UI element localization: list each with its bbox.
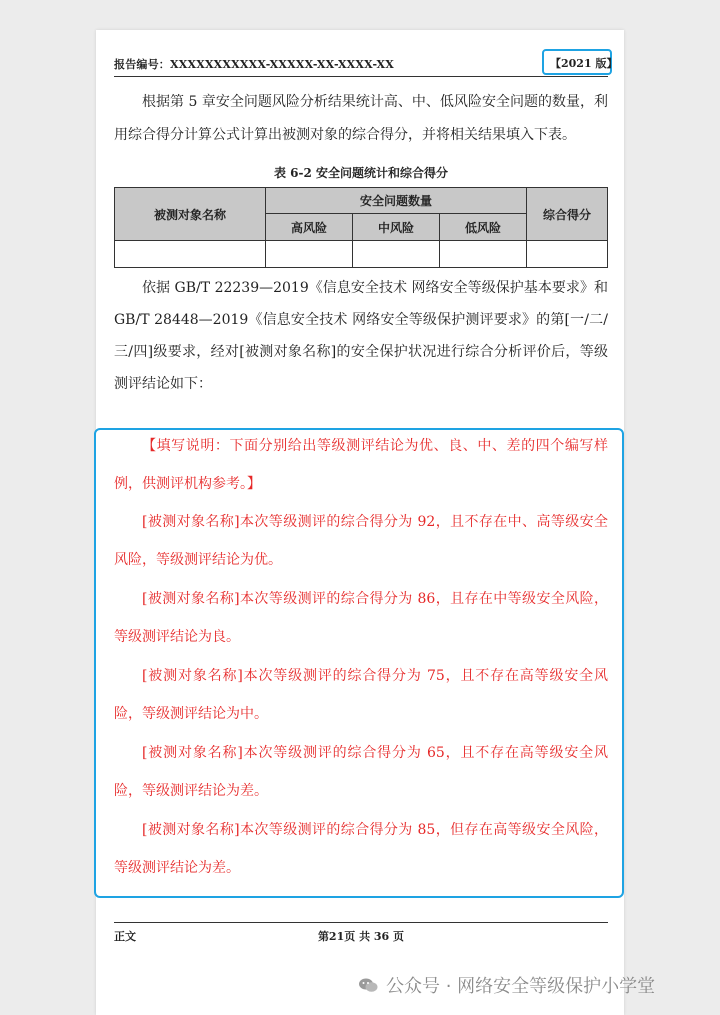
page-number: 第21页 共 36 页 — [317, 930, 405, 943]
header-issue-count: 安全问题数量 — [266, 188, 527, 214]
report-number: 报告编号：XXXXXXXXXXX-XXXXX-XX-XXXX-XX — [114, 58, 394, 71]
example-medium: [被测对象名称]本次等级测评的综合得分为 75，且不存在高等级安全风险，等级测评结论为中。 — [114, 668, 608, 722]
intro-paragraph: 根据第 5 章安全问题风险分析结果统计高、中、低风险安全问题的数量，利用综合得分计算公式计算出被测对象的综合得分，并将相关结果填入下表。 — [114, 94, 608, 143]
header-low-risk: 低风险 — [440, 214, 527, 241]
watermark-text: 公众号 · 网络安全等级保护小学堂 — [386, 976, 656, 997]
example-poor-1: [被测对象名称]本次等级测评的综合得分为 65，且不存在高等级安全风险，等级测评结论为差。 — [114, 745, 608, 799]
basis-paragraph: 依据 GB/T 22239—2019《信息安全技术 网络安全等级保护基本要求》和GB/T 28448—2019《信息安全技术 网络安全等级保护测评要求》的第[一/二/三/四]级要求，经对[被测对象名称]的安全保护状况进行综合分析评价后，等级测评结论如下： — [114, 280, 608, 392]
edition-label: 【2021 版】 — [550, 57, 618, 70]
example-excellent: [被测对象名称]本次等级测评的综合得分为 92，且不存在中、高等级安全风险，等级测评结论为优。 — [114, 514, 608, 568]
fill-instruction: 【填写说明：下面分别给出等级测评结论为优、良、中、差的四个编写样例，供测评机构参考。】 — [114, 438, 608, 492]
security-issue-table — [114, 187, 608, 268]
footer-divider — [114, 922, 608, 923]
cell-mid-risk — [353, 241, 440, 268]
header-mid-risk: 中风险 — [353, 214, 440, 241]
cell-low-risk — [440, 241, 527, 268]
header-score: 综合得分 — [527, 188, 608, 241]
watermark — [358, 972, 655, 998]
cell-score — [527, 241, 608, 268]
example-good: [被测对象名称]本次等级测评的综合得分为 86，且存在中等级安全风险，等级测评结论为良。 — [114, 591, 608, 645]
footer-section: 正文 — [114, 930, 136, 943]
header-high-risk: 高风险 — [266, 214, 353, 241]
example-poor-2: [被测对象名称]本次等级测评的综合得分为 85，但存在高等级安全风险，等级测评结论为差。 — [114, 822, 608, 876]
cell-high-risk — [266, 241, 353, 268]
header-divider — [114, 76, 608, 77]
table-caption: 表 6-2 安全问题统计和综合得分 — [273, 166, 449, 180]
header-object-name: 被测对象名称 — [115, 188, 266, 241]
wechat-icon — [358, 977, 378, 993]
cell-object-name — [115, 241, 266, 268]
